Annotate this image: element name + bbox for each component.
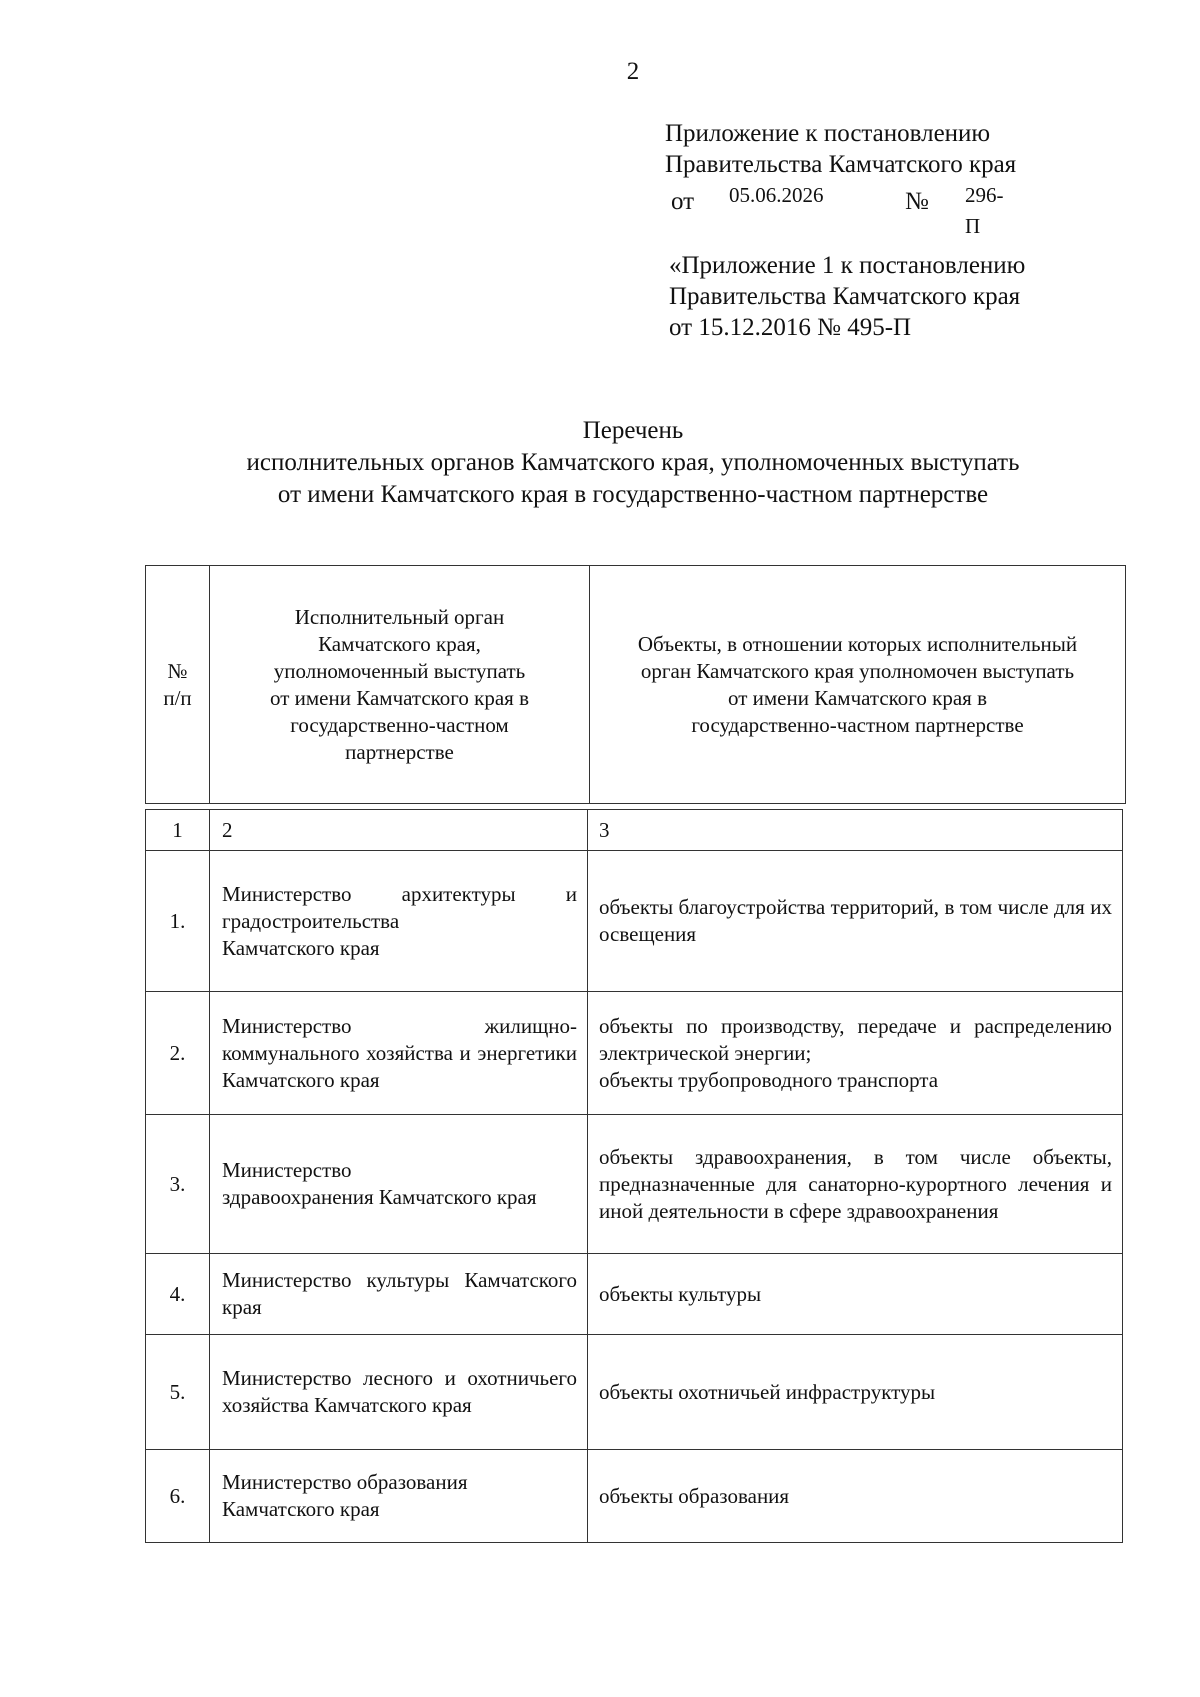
row-number: 3. [146, 1115, 210, 1254]
row-number: 5. [146, 1335, 210, 1450]
table-row [146, 851, 1123, 992]
column-number-3: 3 [588, 810, 1123, 851]
header-cell-number: № п/п [146, 566, 210, 804]
appendix-original-line3: от 15.12.2016 № 495-П [669, 314, 912, 341]
row-organ: Министерство лесного и охотничьего хозяйства Камчатского края [210, 1335, 588, 1450]
document-title-line2: исполнительных органов Камчатского края, уполномоченных выступать [246, 449, 1020, 476]
row-organ: Министерство архитектуры и градостроительства Камчатского края [210, 851, 588, 992]
column-number-2: 2 [210, 810, 588, 851]
row-objects: объекты по производству, передаче и распределению электрической энергии; объекты трубопроводного транспорта [588, 992, 1123, 1115]
appendix-original-line1: «Приложение 1 к постановлению [669, 252, 1026, 279]
row-organ: Министерство образования Камчатского края [210, 1450, 588, 1543]
table-row [146, 992, 1123, 1115]
table-header [145, 565, 1126, 804]
table-row [146, 1254, 1123, 1335]
page-number: 2 [626, 58, 640, 85]
row-objects: объекты образования [588, 1450, 1123, 1543]
column-number-1: 1 [146, 810, 210, 851]
row-number: 6. [146, 1450, 210, 1543]
appendix-current-reference [665, 180, 1016, 238]
document-title-line1: Перечень [582, 417, 684, 444]
row-number: 2. [146, 992, 210, 1115]
header-cell-organ: Исполнительный орган Камчатского края, уполномоченный выступать от имени Камчатского края в государственно-частном партнерстве [210, 566, 590, 804]
appendix-current-line1: Приложение к постановлению [665, 120, 991, 147]
header-row [146, 566, 1126, 804]
reference-from-label: от [671, 188, 695, 215]
table-body [145, 809, 1123, 1543]
reference-number: 296-П [965, 183, 1004, 238]
appendix-original-line2: Правительства Камчатского края [669, 283, 1021, 310]
header-cell-objects: Объекты, в отношении которых исполнительный орган Камчатского края уполномочен выступать от имени Камчатского края в государственно-частном партнерстве [590, 566, 1126, 804]
row-organ: Министерство культуры Камчатского края [210, 1254, 588, 1335]
table-row [146, 1115, 1123, 1254]
column-number-row [146, 810, 1123, 851]
appendix-current [665, 118, 1017, 238]
reference-number-sign: № [905, 188, 929, 215]
document-title [0, 415, 1200, 511]
document-title-line3: от имени Камчатского края в государственно-частном партнерстве [277, 481, 989, 508]
table-row [146, 1450, 1123, 1543]
appendix-current-line2: Правительства Камчатского края [665, 151, 1017, 178]
row-objects: объекты охотничьей инфраструктуры [588, 1335, 1123, 1450]
appendix-original [669, 250, 1025, 343]
row-objects: объекты благоустройства территорий, в том числе для их освещения [588, 851, 1123, 992]
row-objects: объекты культуры [588, 1254, 1123, 1335]
row-number: 4. [146, 1254, 210, 1335]
row-organ: Министерство здравоохранения Камчатского края [210, 1115, 588, 1254]
table-row [146, 1335, 1123, 1450]
row-number: 1. [146, 851, 210, 992]
row-objects: объекты здравоохранения, в том числе объекты, предназначенные для санаторно-курортного лечения и иной деятельности в сфере здравоохранения [588, 1115, 1123, 1254]
row-organ: Министерство жилищно-коммунального хозяйства и энергетики Камчатского края [210, 992, 588, 1115]
reference-date: 05.06.2026 [729, 183, 824, 207]
